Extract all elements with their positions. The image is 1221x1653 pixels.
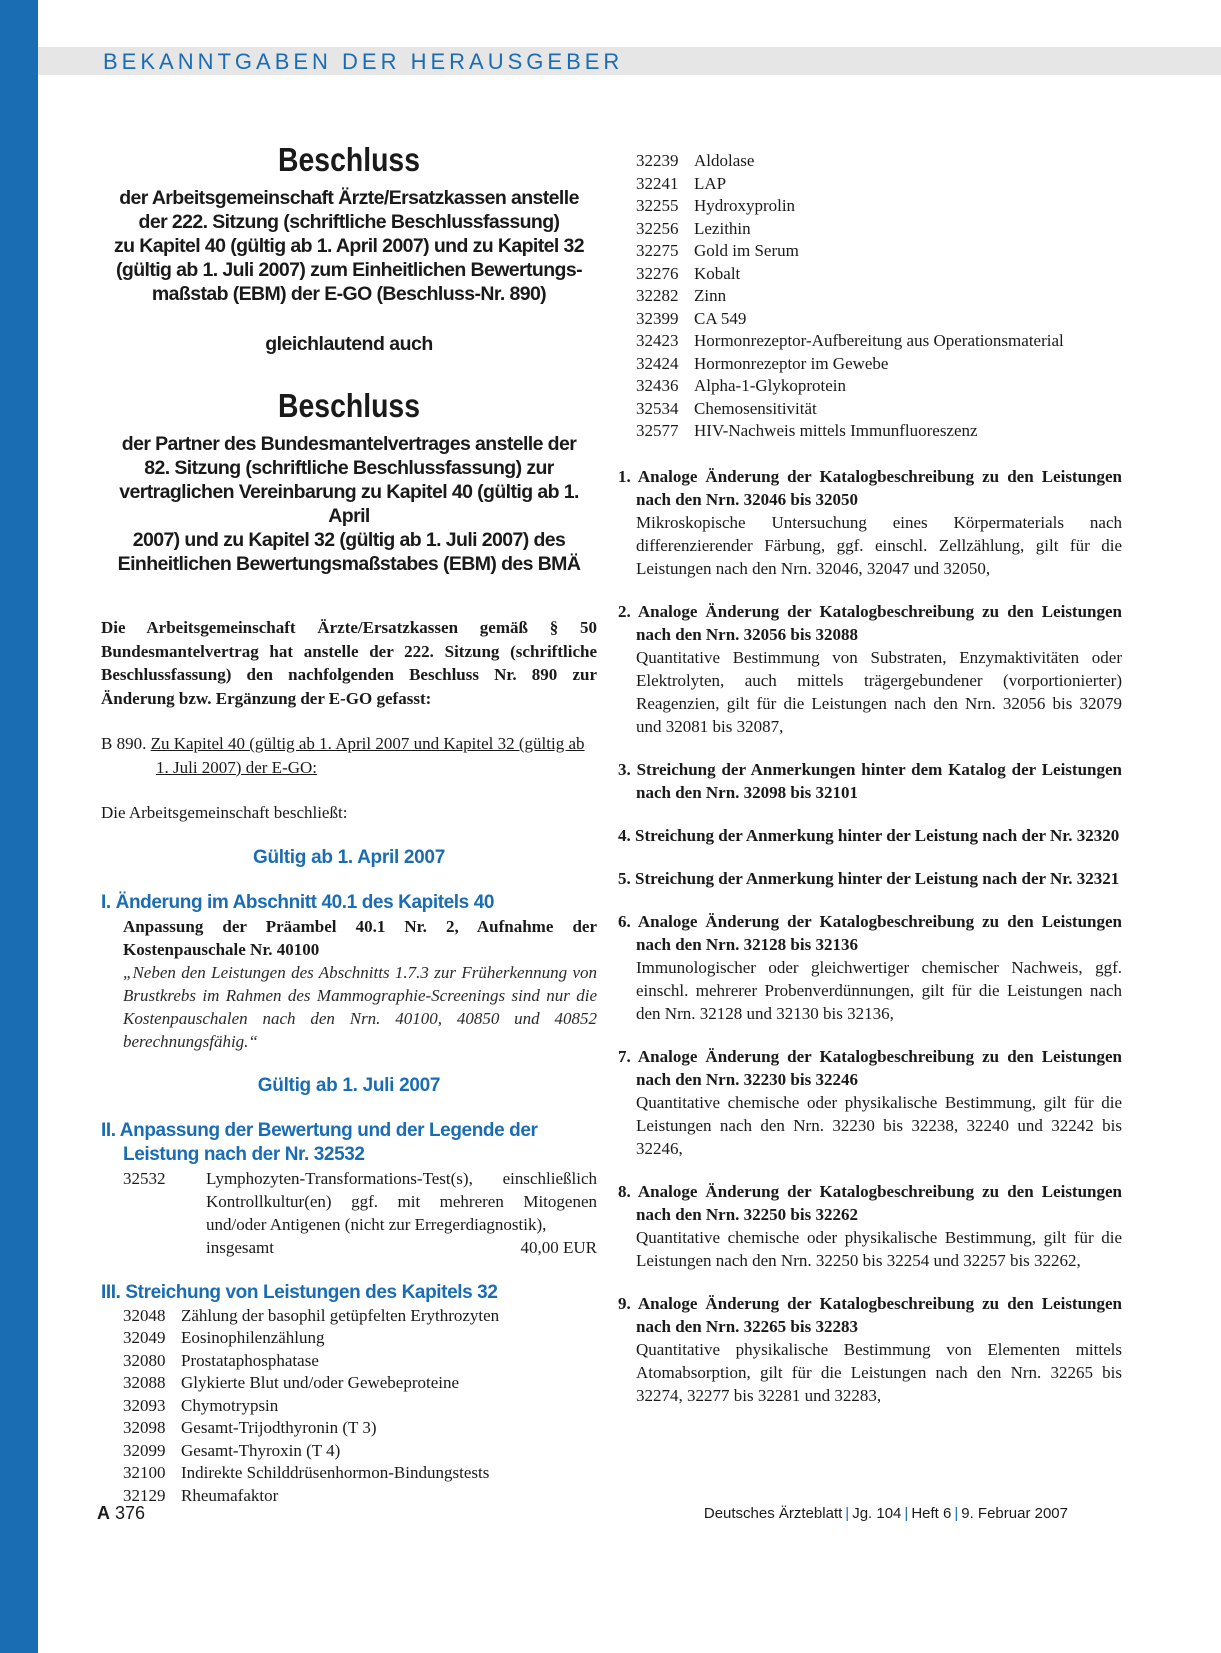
list-item: [636, 173, 1122, 196]
title-line: 2007) und zu Kapitel 32 (gültig ab 1. Juli 2007) des: [132, 529, 566, 551]
section-1-quote: „Neben den Leistungen des Abschnitts 1.7.3 zur Früherkennung von Brustkrebs im Rahmen des Mammographie-Screenings sind nur die Kostenpauschalen nach den Nrn. 40100, 40850 und 40852 berechnungsfähig.“: [123, 962, 597, 1051]
title-line: der Partner des Bundesmantelvertrages anstelle der: [121, 433, 577, 455]
b890-text: Zu Kapitel 40 (gültig ab 1. April 2007 und Kapitel 32 (gültig ab 1. Juli 2007) der E-GO:: [150, 734, 585, 777]
item-code: 32256: [636, 218, 679, 238]
journal-name: Deutsches Ärzteblatt: [703, 1505, 843, 1522]
numbered-item: [618, 465, 1122, 580]
separator: |: [954, 1505, 959, 1522]
item-code: 32399: [636, 308, 679, 328]
left-column: [101, 140, 597, 1507]
item-name: Kobalt: [694, 263, 741, 283]
item-code: 32093: [123, 1395, 166, 1415]
list-item: [636, 218, 1122, 241]
item-body: Quantitative chemische oder physikalische Bestimmung, gilt für die Leistungen nach den Nrn. 32250 bis 32254 und 32257 bis 32262,: [636, 1227, 1122, 1270]
item-name: Hormonrezeptor im Gewebe: [694, 353, 889, 373]
page-number-value: 376: [115, 1503, 146, 1523]
section-2-entry: [101, 1167, 597, 1259]
entry-last-word: insgesamt: [206, 1237, 274, 1257]
item-code: 32436: [636, 376, 679, 395]
item-name: Alpha-1-Glykoprotein: [694, 376, 847, 395]
entry-price-line: [206, 1236, 597, 1259]
item-name: Eosinophilenzählung: [181, 1328, 325, 1347]
item-heading: 6. Analoge Änderung der Katalogbeschreibung zu den Leistungen nach den Nrn. 32128 bis 32136: [618, 911, 1122, 954]
item-heading: 2. Analoge Änderung der Katalogbeschreibung zu den Leistungen nach den Nrn. 32056 bis 32088: [618, 601, 1122, 644]
numbered-item: [618, 867, 1122, 890]
item-name: Zählung der basophil getüpfelten Erythrozyten: [181, 1305, 500, 1325]
entry-desc-text: Lymphozyten-Transformations-Test(s), einschließlich Kontrollkultur(en) ggf. mit mehreren Mitogenen und/oder Antigenen (nicht zur Erregerdiagnostik),: [206, 1168, 597, 1234]
numbered-item: [618, 600, 1122, 738]
numbered-item: [618, 1045, 1122, 1160]
intro-paragraph: Die Arbeitsgemeinschaft Ärzte/Ersatzkassen gemäß § 50 Bundesmantelvertrag hat anstelle der 222. Sitzung (schriftliche Beschlussfassung) den nachfolgenden Beschluss Nr. 890 zur Änderung bzw. Ergänzung der E-GO gefasst:: [101, 618, 597, 708]
item-name: LAP: [694, 173, 727, 193]
title-line: Einheitlichen Bewertungsmaßstabes (EBM) des BMÄ: [117, 553, 581, 575]
item-heading: 3. Streichung der Anmerkungen hinter dem Katalog der Leistungen nach den Nrn. 32098 bis 32101: [618, 759, 1122, 802]
page-number: [97, 1503, 145, 1524]
numbered-item: [618, 1292, 1122, 1407]
list-item: [636, 308, 1122, 331]
list-item: [636, 375, 1122, 398]
deleted-items-right: [636, 150, 1122, 443]
entry-code: 32532: [123, 1168, 166, 1188]
item-code: 32080: [123, 1350, 166, 1370]
title-heading-1: Beschluss: [278, 141, 420, 178]
numbered-item: [618, 910, 1122, 1025]
item-code: 32423: [636, 331, 679, 350]
item-name: Prostataphosphatase: [181, 1350, 319, 1370]
item-body: Immunologischer oder gleichwertiger chemischer Nachweis, ggf. einschl. mehrerer Probenverdünnungen, gilt für die Leistungen nach den Nrn. 32128 und 32130 bis 32136,: [636, 957, 1122, 1023]
item-name: Zinn: [694, 286, 727, 305]
valid-from-juli: Gültig ab 1. Juli 2007: [257, 1074, 441, 1096]
item-body: Quantitative chemische oder physikalische Bestimmung, gilt für die Leistungen nach den Nrn. 32230 bis 32238, 32240 und 32242 bis 32246,: [636, 1092, 1122, 1158]
item-code: 32276: [636, 263, 679, 283]
item-name: Gesamt-Trijodthyronin (T 3): [181, 1418, 377, 1437]
title-line: maßstab (EBM) der E-GO (Beschluss-Nr. 890): [151, 283, 547, 305]
title-line: zu Kapitel 40 (gültig ab 1. April 2007) und zu Kapitel 32: [113, 235, 584, 257]
list-item: [123, 1327, 597, 1350]
deleted-items-left: [101, 1305, 597, 1508]
list-item: [636, 398, 1122, 421]
item-heading: 1. Analoge Änderung der Katalogbeschreibung zu den Leistungen nach den Nrn. 32046 bis 32050: [618, 466, 1122, 509]
page-letter: A: [97, 1503, 110, 1523]
item-name: Glykierte Blut und/oder Gewebeproteine: [181, 1373, 460, 1392]
numbered-changes: [618, 465, 1122, 1407]
list-item: [636, 263, 1122, 286]
item-name: Indirekte Schilddrüsenhormon-Bindungstests: [181, 1463, 490, 1482]
item-code: 32088: [123, 1373, 166, 1392]
separator: |: [845, 1505, 850, 1522]
list-item: [636, 150, 1122, 173]
valid-from-april: Gültig ab 1. April 2007: [253, 846, 445, 868]
right-column: [618, 150, 1122, 1407]
numbered-item: [618, 824, 1122, 847]
section-3-heading: III. Streichung von Leistungen des Kapitels 32: [101, 1281, 498, 1303]
list-item: [636, 353, 1122, 376]
item-code: 32100: [123, 1463, 166, 1482]
item-code: 32239: [636, 151, 679, 170]
item-heading: 5. Streichung der Anmerkung hinter der Leistung nach der Nr. 32321: [618, 868, 1120, 888]
list-item: [123, 1440, 597, 1463]
list-item: [123, 1485, 597, 1508]
gleichlautend-note: gleichlautend auch: [265, 333, 433, 355]
item-code: 32534: [636, 398, 679, 418]
journal-citation: [704, 1505, 1068, 1522]
item-code: 32424: [636, 353, 679, 373]
list-item: [123, 1305, 597, 1328]
list-item: [636, 420, 1122, 443]
title-heading-2: Beschluss: [278, 387, 420, 424]
resolution-b890: [101, 732, 597, 779]
item-code: 32275: [636, 241, 679, 260]
side-color-bar: [0, 0, 38, 1653]
title-line: 82. Sitzung (schriftliche Beschlussfassung) zur: [144, 457, 554, 479]
title-block-1: [101, 140, 597, 576]
list-item: [636, 330, 1122, 353]
section-1-subheading: Anpassung der Präambel 40.1 Nr. 2, Aufnahme der Kostenpauschale Nr. 40100: [123, 916, 597, 959]
item-name: CA 549: [694, 308, 747, 328]
entry-description: [206, 1167, 597, 1259]
list-item: [123, 1372, 597, 1395]
item-name: Chymotrypsin: [181, 1395, 279, 1415]
item-code: 32241: [636, 173, 679, 193]
item-name: HIV-Nachweis mittels Immunfluoreszenz: [694, 421, 978, 440]
item-code: 32049: [123, 1328, 166, 1347]
list-item: [123, 1395, 597, 1418]
list-item: [636, 240, 1122, 263]
item-code: 32048: [123, 1305, 166, 1325]
item-name: Hydroxyprolin: [694, 196, 796, 215]
item-code: 32255: [636, 196, 679, 215]
list-item: [123, 1350, 597, 1373]
item-name: Aldolase: [694, 151, 755, 170]
entry-price: 40,00 EUR: [520, 1237, 597, 1257]
item-code: 32282: [636, 286, 679, 305]
numbered-item: [618, 1180, 1122, 1272]
item-code: 32129: [123, 1485, 166, 1505]
section-header: BEKANNTGABEN DER HERAUSGEBER: [103, 49, 624, 74]
item-name: Lezithin: [694, 218, 751, 238]
journal-volume: Jg. 104: [852, 1505, 902, 1522]
item-name: Chemosensitivität: [694, 398, 817, 418]
item-name: Gesamt-Thyroxin (T 4): [181, 1440, 341, 1460]
section-1-heading: I. Änderung im Abschnitt 40.1 des Kapitels 40: [101, 891, 495, 913]
title-line: der 222. Sitzung (schriftliche Beschlussfassung): [138, 211, 560, 233]
journal-issue: Heft 6: [911, 1505, 952, 1522]
list-item: [123, 1462, 597, 1485]
item-heading: 4. Streichung der Anmerkung hinter der Leistung nach der Nr. 32320: [618, 825, 1120, 845]
item-heading: 9. Analoge Änderung der Katalogbeschreibung zu den Leistungen nach den Nrn. 32265 bis 32283: [618, 1293, 1122, 1336]
section-2-heading: II. Anpassung der Bewertung und der Legende der Leistung nach der Nr. 32532: [101, 1119, 538, 1165]
numbered-item: [618, 758, 1122, 804]
journal-date: 9. Februar 2007: [961, 1505, 1068, 1522]
item-body: Quantitative Bestimmung von Substraten, Enzymaktivitäten oder Elektrolyten, auch mittels trägergebundener (vorportionierter) Reagenzien, gilt für die Leistungen nach den Nrn. 32056 bis 32079 und 32081 bis 32087,: [636, 647, 1122, 736]
b890-prefix: B 890.: [101, 734, 147, 753]
item-name: Gold im Serum: [694, 241, 799, 260]
list-item: [636, 285, 1122, 308]
item-code: 32577: [636, 421, 679, 440]
item-code: 32099: [123, 1440, 166, 1460]
list-item: [636, 195, 1122, 218]
item-body: Quantitative physikalische Bestimmung von Elementen mittels Atomabsorption, gilt für die Leistungen nach den Nrn. 32265 bis 32274, 32277 bis 32281 und 32283,: [636, 1339, 1122, 1405]
item-heading: 7. Analoge Änderung der Katalogbeschreibung zu den Leistungen nach den Nrn. 32230 bis 32246: [618, 1046, 1122, 1089]
item-code: 32098: [123, 1418, 166, 1437]
separator: |: [904, 1505, 909, 1522]
beschliesst-line: Die Arbeitsgemeinschaft beschließt:: [101, 803, 348, 822]
title-line: vertraglichen Vereinbarung zu Kapitel 40 (gültig ab 1. April: [119, 481, 579, 527]
list-item: [123, 1417, 597, 1440]
item-name: Rheumafaktor: [181, 1485, 279, 1505]
title-line: (gültig ab 1. Juli 2007) zum Einheitlichen Bewertungs-: [115, 259, 582, 281]
item-heading: 8. Analoge Änderung der Katalogbeschreibung zu den Leistungen nach den Nrn. 32250 bis 32262: [618, 1181, 1122, 1224]
item-name: Hormonrezeptor-Aufbereitung aus Operationsmaterial: [694, 331, 1064, 350]
item-body: Mikroskopische Untersuchung eines Körpermaterials nach differenzierender Färbung, ggf. einschl. Zellzählung, gilt für die Leistungen nach den Nrn. 32046, 32047 und 32050,: [636, 512, 1122, 578]
title-line: der Arbeitsgemeinschaft Ärzte/Ersatzkassen anstelle: [119, 187, 579, 209]
